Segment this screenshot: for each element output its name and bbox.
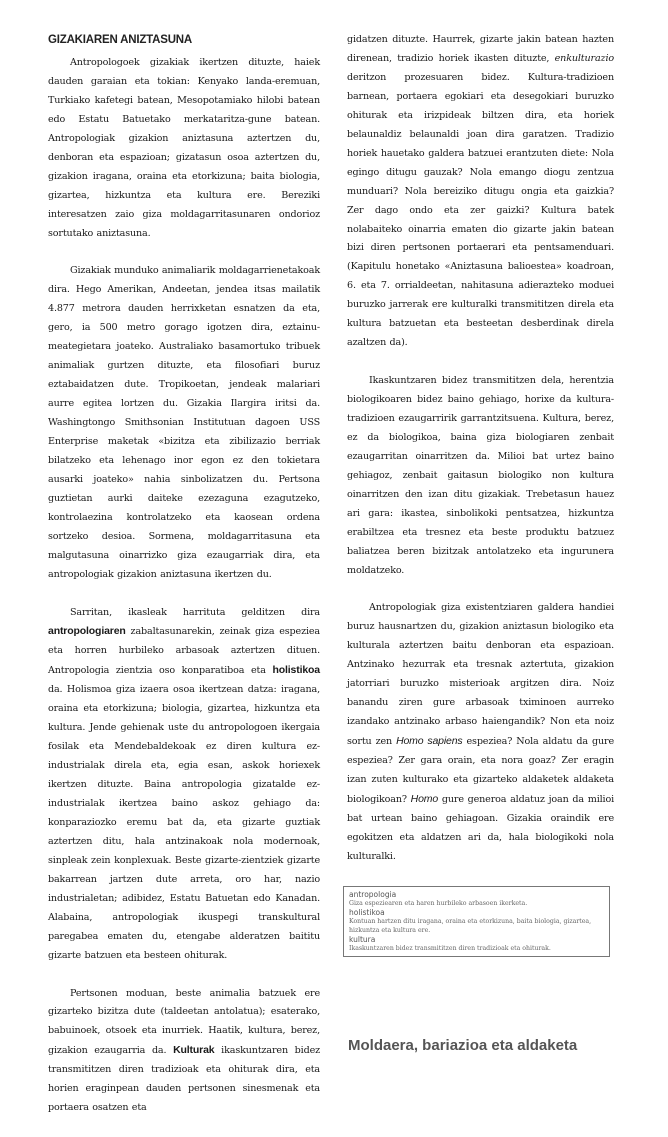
- glossary-term: kultura: [349, 934, 376, 944]
- text-run: gure generoa aldatuz joan da milioi bat urtean baino gehiagoan. Gizakia oraindik ere egokitzen eta aldatzen ari da, hala biologikoki nola kulturalki.: [347, 794, 614, 862]
- right-body-text: [347, 31, 614, 867]
- glossary-term: antropologia: [349, 889, 397, 899]
- body-paragraph: [347, 372, 614, 580]
- glossary-entry: [349, 908, 604, 935]
- text-run: Sarritan, ikasleak harrituta gelditzen dira: [70, 606, 320, 618]
- section-title: GIZAKIAREN ANIZTASUNA: [48, 34, 193, 46]
- text-run: Antropologoek gizakiak ikertzen dituzte, haiek dauden garaian eta tokian: Kenyako landa-eremuan, Turkiako kafetegi batean, Mesopotamiako hilobi batean edo Estatu Batuetako merkataritza-gune batean. Antropologiak gizakion aniztasuna aztertzen du, denboran eta espazioan; gizatasun osoa aztertzen du, gizakion iragana, oraina eta etorkizuna; baita biologia, gizartea, hizkuntza eta kultura ere. Bereziki interesatzen zaio giza moldagarritasunaren ondorioz sortutako aniztasuna.: [48, 57, 320, 239]
- glossary-entry: [349, 890, 604, 908]
- left-body-text: [48, 54, 320, 1118]
- text-run: ikaskuntzaren bidez transmititzen diren tradizioak eta ohiturak dira, eta horien eraginpean dauden pertsonen sinesmenak eta portaera osatzen eta: [48, 1045, 321, 1114]
- emphasized-text: enkulturazio: [554, 52, 614, 64]
- text-run: deritzon prozesuaren bidez. Kultura-tradizioen barnean, portaera egokiari eta desegokiari buruzko ohiturak eta irizpideak biltzen dira, eta horiek belaunaldiz belaunaldi joan dira garatzen. Tradizio horiek hauetako galdera batzuei erantzuten diete: Nola egingo ditugu gauzak? Nola emango diogu zentzua munduari? Nola bereiziko ditugu ongia eta gaizkia? Zer dago ondo eta zer gaizki? Kultura batek nolabaiteko oinarria ematen dio gizarte jakin batean bizi diren pertsonen portaerari eta pentsamenduari. (Kapitulu honetako «Aniztasuna balioestea» koadroan, 6. eta 7. orrialdeetan, nahitasuna adierazteko moduei buruzko jarrerak ere kulturalki transmititzen direla eta kultura batzuetan eta besteetan desberdinak direla azaltzen da).: [347, 71, 614, 349]
- text-run: espeziea? Nola aldatu da gure espeziea? Zer gara orain, eta nora goaz? Zer eragin izan zuten kulturako eta gizarteko aldaketek aldaketa biologikoan?: [347, 736, 614, 805]
- text-run: gidatzen dituzte. Haurrek, gizarte jakin batean hazten direnean, tradizio horiek ikasten dituzte,: [347, 34, 614, 64]
- body-paragraph: [347, 31, 614, 353]
- glossary-entry: [349, 935, 604, 953]
- text-run: zabaltasunarekin, zeinak giza espeziea eta horren hurbileko arbasoak aztertzen dituen. Antropologia zientzia oso konparatiboa eta: [48, 626, 320, 677]
- next-section-heading: Moldaera, bariazioa eta aldaketa: [348, 1037, 578, 1055]
- text-run: Antropologiak giza existentziaren galdera handiei buruz hausnartzen du, gizakion aniztasun biologiko eta kulturala aztertzen baitu denboran eta espazioan. Antzinako hezurrak eta tresnak aztertuta, gizakion jatorriari buruzko misterioak argitzen dira. Noiz banandu ziren gure arbasoak tximinoen aurreko izandako antzinako arbaso haiengandik? Non eta noiz sortu zen: [347, 602, 614, 748]
- text-run: Pertsonen moduan, beste animalia batzuek ere gizarteko bizitza dute (taldeetan antolatua); esaterako, babuinoek, otsoek eta inurriek. Haatik, kultura, berez, gizakion ezaugarria da.: [48, 987, 320, 1057]
- text-run: da. Holismoa giza izaera osoa ikertzean datza: iragana, oraina eta etorkizuna; biologia, gizartea, hizkuntza eta kultura. Jende gehienak uste du antropologoen ikergaia fosilak eta Mendebaldekoak ez diren kultura ez-industrialak direla eta, egia esan, askok horiexek ikertzen dituzte. Baina antropologia gizatalde ez-industrialak ikertzea baino askoz gehiago da: konparaziozko eremu bat da, eta gizarte guztiak aztertzen ditu, hala antzinakoak nola modernoak, sinpleak zein konplexuak. Beste gizarte-zientziek gizarte bakarrean jartzen dute arreta, oro har, nazio industrialetan; adibidez, Estatu Batuetan edo Kanadan. Alabaina, antropologiak ikuspegi transkultural paregabea ematen du, etengabe alderatzen baititu gizarte batzuen eta besteen ohiturak.: [48, 684, 320, 961]
- body-paragraph: [48, 262, 320, 584]
- body-paragraph: [48, 54, 320, 244]
- left-column: [48, 0, 320, 1137]
- key-term: antropologiaren: [48, 625, 126, 638]
- body-paragraph: [48, 985, 320, 1119]
- key-term: holistikoa: [272, 664, 320, 677]
- glossary-box: [343, 886, 610, 958]
- body-paragraph: [347, 599, 614, 866]
- glossary-definition: Ikaskuntzaren bidez transmititzen diren tradizioak eta ohiturak.: [349, 944, 551, 952]
- key-term: Kulturak: [173, 1044, 215, 1057]
- glossary-term: holistikoa: [349, 908, 385, 918]
- text-run: Gizakiak munduko animaliarik moldagarrienetakoak dira. Hego Amerikan, Andeetan, jendea itsas mailatik 4.877 metrora dauden herrixketan esnatzen da eta, gero, ia 500 metro gorago igotzen dira, eztainu-meategietara joateko. Australiako basamortuko tribuek animaliak gurtzen dituzte, eta filosofiari buruz eztabaidatzen dute. Tropikoetan, jendeak malariari aurre egitea lortzen du. Gizakia Ilargira iritsi da. Washingtongo Smithsonian Institutuan dagoen USS Enterprise maketak «bizitza eta zibilizazio berriak bilatzeko eta lehenago inor egon ez den tokietara ausarki joateko» nahia sinbolizatzen du. Pertsona guztietan aurki daiteke ezezaguna ezagutzeko, kontrolaezina kontrolatzeko eta kaosean ordena sortzeko desioa. Sormena, moldagarritasuna eta malgutasuna oinarrizko giza ezaugarriak dira, eta antropologiak gizakion aniztasuna ikertzen du.: [48, 265, 320, 580]
- body-paragraph: [48, 604, 320, 966]
- emphasized-text: Homo sapiens: [396, 735, 463, 748]
- glossary-definition: Giza espeziearen eta haren hurbileko arbasoen ikerketa.: [349, 899, 528, 907]
- emphasized-text: Homo: [410, 793, 439, 805]
- glossary-definition: Kontuan hartzen ditu iragana, oraina eta etorkizuna, baita biologia, gizartea, hizkuntza eta kultura ere.: [349, 918, 592, 934]
- right-column: [343, 0, 615, 1075]
- text-run: Ikaskuntzaren bidez transmititzen dela, herentzia biologikoaren bidez baino gehiago, horixe da kultura-tradizioen ezaugarririk garrantzitsuena. Kultura, berez, ez da biologikoa, baina giza biologiaren zenbait ezaugarritan oinarritzen da. Milioi bat urtez baino gehiagoz, zenbait gaitasun biologiko non kultura oinarritzen den izan ditu gizakiak. Trebetasun hauez ari gara: ikastea, sinbolikoki pentsatzea, hizkuntza erabiltzea eta tresnez eta beste produktu batzuez baliatzea beren bizitzak antolatzeko eta ingurunera moldatzeko.: [347, 375, 614, 576]
